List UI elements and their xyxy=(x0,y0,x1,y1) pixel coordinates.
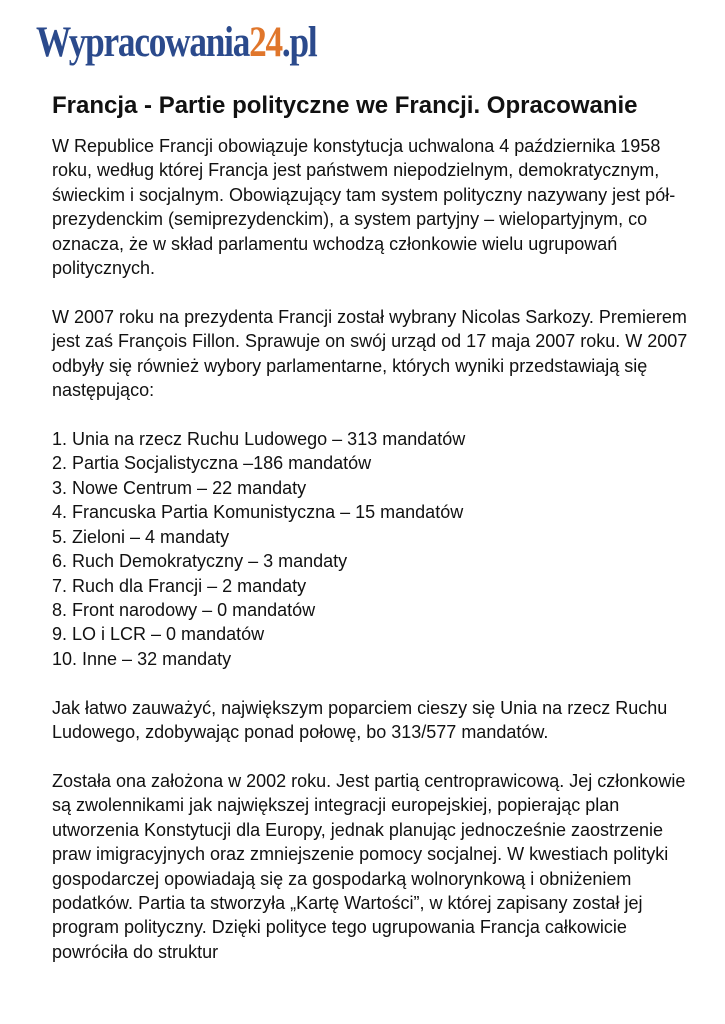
paragraph-summary: Jak łatwo zauważyć, największym poparciem cieszy się Unia na rzecz Ruchu Ludowego, zdobywając ponad połowę, bo 313/577 mandatów. xyxy=(52,697,668,743)
election-results-list xyxy=(52,427,692,671)
list-item: 4. Francuska Partia Komunistyczna – 15 mandatów xyxy=(52,502,464,523)
list-item: 10. Inne – 32 mandaty xyxy=(52,648,232,669)
site-logo[interactable] xyxy=(36,18,316,80)
logo-text-domain: .pl xyxy=(281,19,317,66)
list-item: 7. Ruch dla Francji – 2 mandaty xyxy=(52,575,307,596)
article-title: Francja - Partie polityczne we Francji. Opracowanie xyxy=(52,92,638,119)
list-item: 5. Zieloni – 4 mandaty xyxy=(52,526,230,547)
list-item: 8. Front narodowy – 0 mandatów xyxy=(52,599,316,620)
paragraph-elections: W 2007 roku na prezydenta Francji został wybrany Nicolas Sarkozy. Premierem jest zaś François Fillon. Sprawuje on swój urząd od 17 maja 2007 roku. W 2007 odbyły się również wybory parlamentarne, których wyniki przedstawiają się następująco: xyxy=(52,306,688,401)
paragraph-party-description: Została ona założona w 2002 roku. Jest partią centroprawicową. Jej członkowie są zwolennikami jak największej integracji europejskiej, popierając plan utworzenia Konstytucji dla Europy, jednak planując jednocześnie zaostrzenie praw imigracyjnych oraz zmniejszenie pomocy socjalnej. W kwestiach polityki gospodarczej opowiadają się za gospodarką wolnorynkową i obniżeniem podatków. Partia ta stworzyła „Kartę Wartości”, w której zapisany został jej program polityczny. Dzięki polityce tego ugrupowania Francja całkowicie powróciła do struktur xyxy=(52,770,686,962)
list-item: 3. Nowe Centrum – 22 mandaty xyxy=(52,477,307,498)
list-item: 6. Ruch Demokratyczny – 3 mandaty xyxy=(52,551,348,572)
paragraph-constitution: W Republice Francji obowiązuje konstytucja uchwalona 4 października 1958 roku, według której Francja jest państwem niepodzielnym, demokratycznym, świeckim i socjalnym. Obowiązujący tam system polityczny nazywany jest pół-prezydenckim (semiprezydenckim), a system partyjny – wielopartyjnym, co oznacza, że w skład parlamentu wchodzą członkowie wielu ugrupowań politycznych. xyxy=(52,136,676,279)
article xyxy=(52,90,692,989)
logo-text-24: 24 xyxy=(249,19,282,66)
logo-text-wypracowania: Wypracowania xyxy=(36,19,250,66)
list-item: 2. Partia Socjalistyczna –186 mandatów xyxy=(52,453,372,474)
list-item: 1. Unia na rzecz Ruchu Ludowego – 313 mandatów xyxy=(52,429,466,450)
list-item: 9. LO i LCR – 0 mandatów xyxy=(52,624,265,645)
